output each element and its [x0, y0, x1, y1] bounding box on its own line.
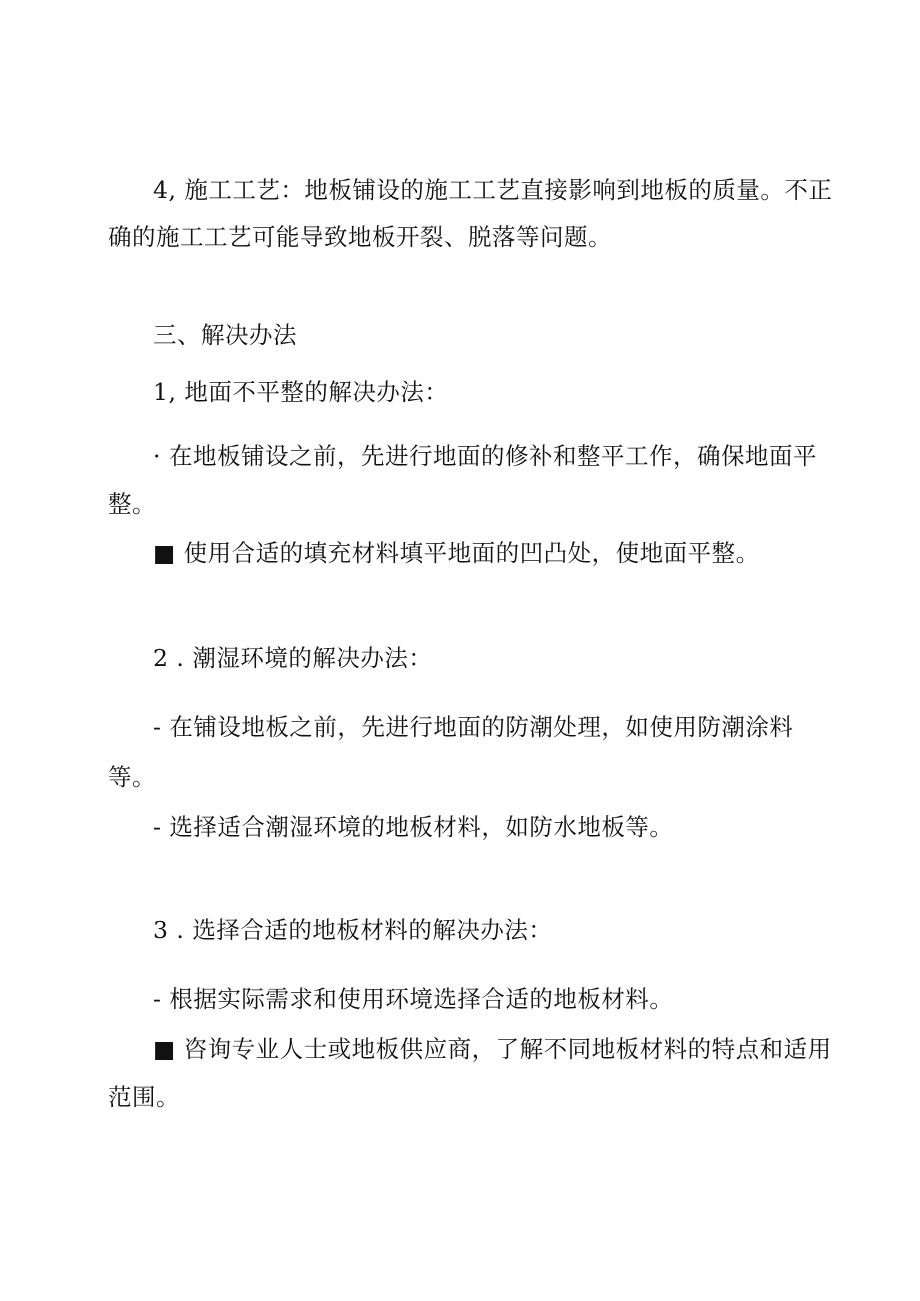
item-2-bullet-1-line-1: - 在铺设地板之前，先进行地面的防潮处理，如使用防潮涂料: [153, 713, 794, 741]
section-heading: 三、解决办法: [153, 321, 297, 349]
item-3-bullet-1: - 根据实际需求和使用环境选择合适的地板材料。: [153, 985, 674, 1013]
paragraph-construction-line-2: 确的施工工艺可能导致地板开裂、脱落等问题。: [108, 223, 612, 251]
item-2-bullet-1-line-2: 等。: [108, 763, 156, 791]
item-2-bullet-2: - 选择适合潮湿环境的地板材料，如防水地板等。: [153, 813, 674, 841]
paragraph-construction-line-1: 4, 施工工艺：地板铺设的施工工艺直接影响到地板的质量。不正: [153, 176, 833, 204]
item-1-bullet-1-line-2: 整。: [108, 490, 156, 518]
item-2-title: 2 . 潮湿环境的解决办法：: [153, 644, 433, 672]
item-1-title: 1, 地面不平整的解决办法：: [153, 378, 449, 406]
item-3-bullet-2-line-2: 范围。: [108, 1083, 180, 1111]
item-3-title: 3 . 选择合适的地板材料的解决办法：: [153, 916, 553, 944]
item-1-bullet-1-line-1: · 在地板铺设之前，先进行地面的修补和整平工作，确保地面平: [153, 442, 817, 470]
item-3-bullet-2-line-1: ■ 咨询专业人士或地板供应商，了解不同地板材料的特点和适用: [153, 1035, 832, 1063]
item-1-bullet-2: ■ 使用合适的填充材料填平地面的凹凸处，使地面平整。: [153, 539, 760, 567]
